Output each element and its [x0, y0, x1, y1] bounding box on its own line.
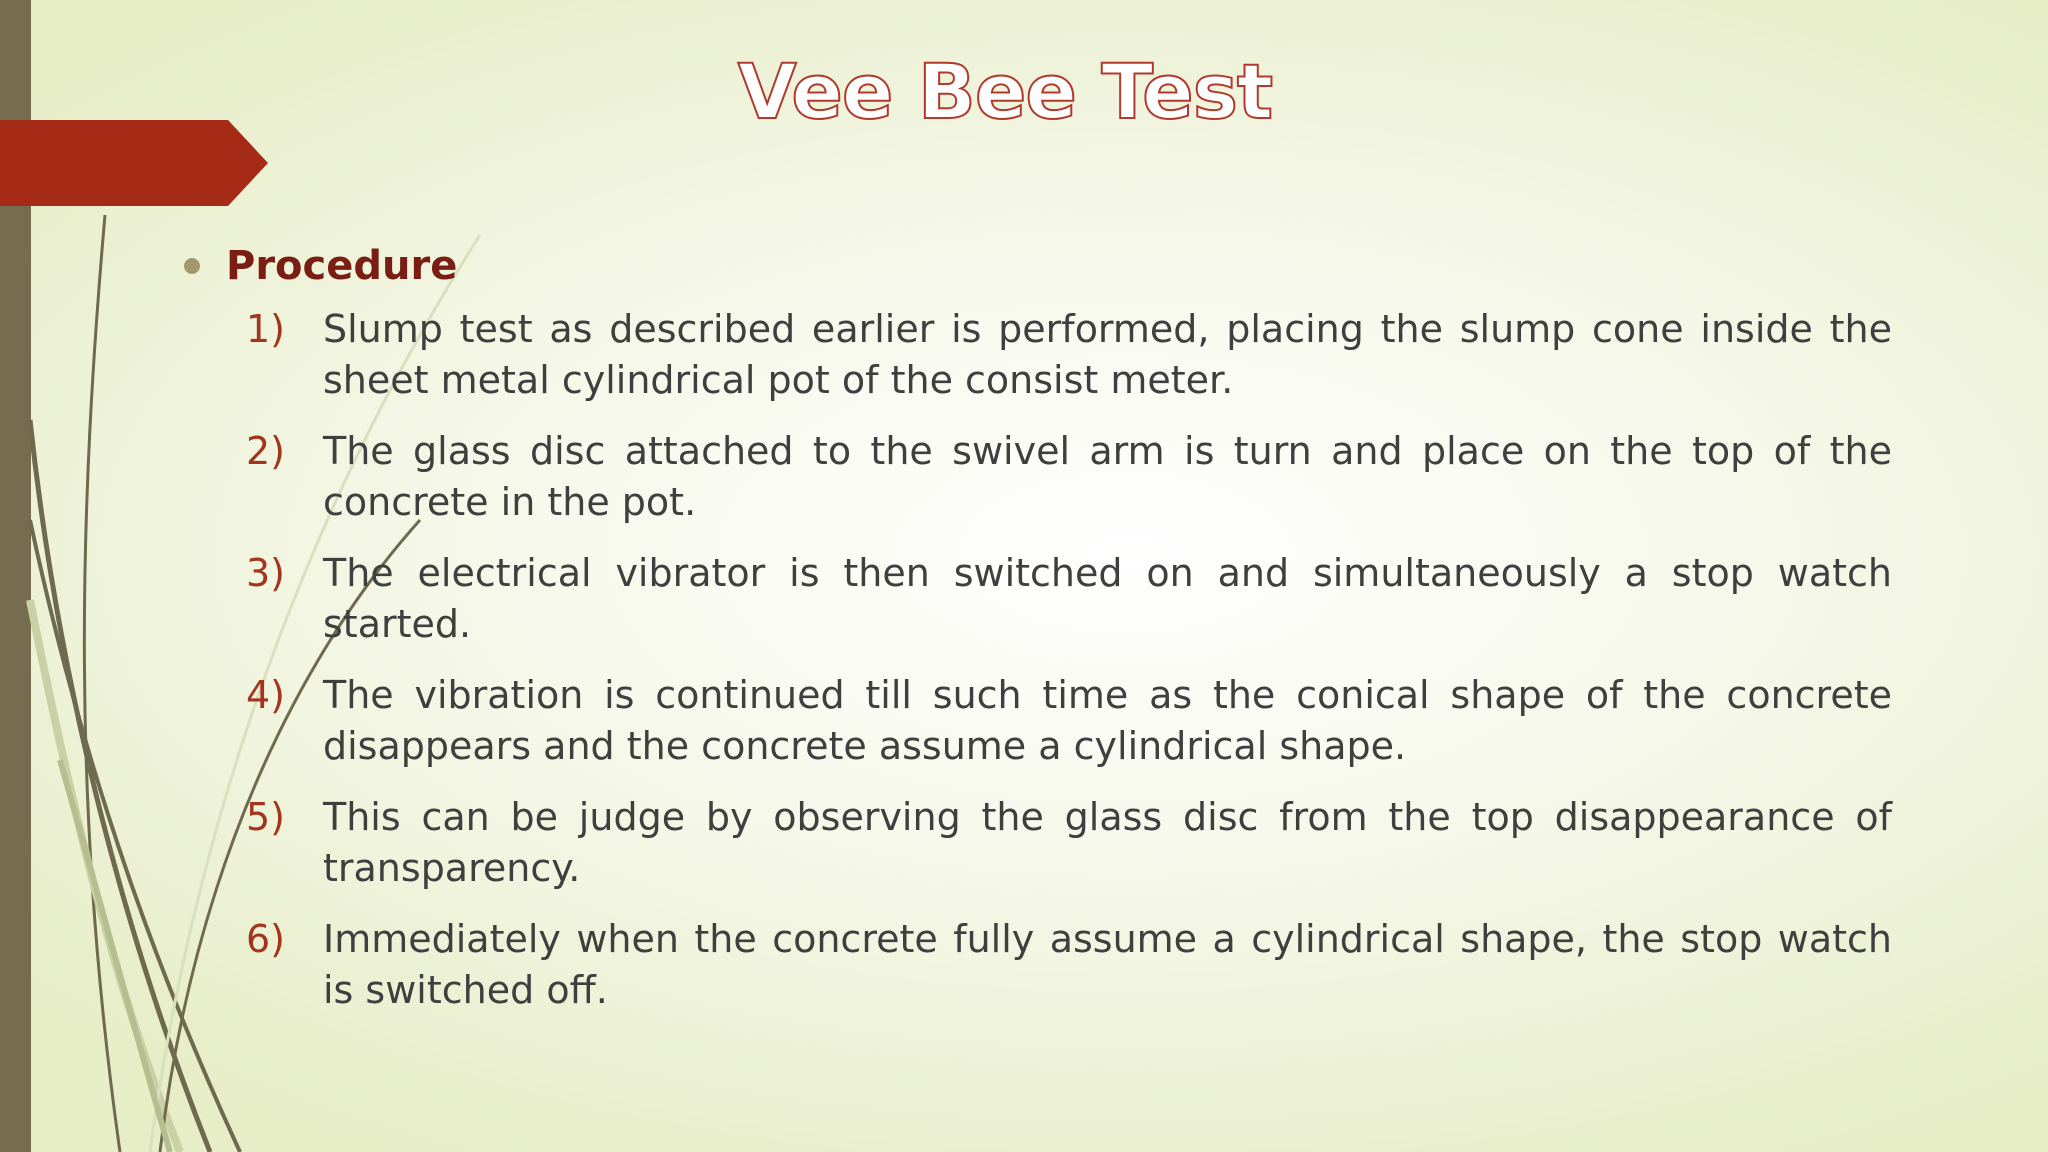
step-number: 5) — [246, 795, 286, 839]
procedure-heading-text: Procedure — [226, 243, 458, 289]
step-number: 6) — [246, 917, 286, 961]
step-text: The glass disc attached to the swivel arm is turn and place on the top of the concrete in the pot. — [323, 429, 1892, 524]
procedure-step-2 — [180, 426, 1892, 528]
step-text: The electrical vibrator is then switched on and simultaneously a stop watch started. — [323, 551, 1892, 646]
procedure-step-5 — [180, 792, 1892, 894]
step-number: 4) — [246, 673, 286, 717]
bullet-dot-icon — [184, 258, 200, 274]
step-number: 3) — [246, 551, 286, 595]
procedure-steps-list — [180, 304, 1892, 1016]
step-number: 2) — [246, 429, 286, 473]
procedure-heading — [180, 240, 1892, 292]
step-number: 1) — [246, 307, 286, 351]
procedure-step-6 — [180, 914, 1892, 1016]
step-text: Slump test as described earlier is performed, placing the slump cone inside the sheet metal cylindrical pot of the consist meter. — [323, 307, 1892, 402]
step-text: Immediately when the concrete fully assume a cylindrical shape, the stop watch is switched off. — [323, 917, 1892, 1012]
procedure-step-3 — [180, 548, 1892, 650]
step-text: The vibration is continued till such time as the conical shape of the concrete disappears and the concrete assume a cylindrical shape. — [323, 673, 1892, 768]
procedure-step-4 — [180, 670, 1892, 772]
slide-content — [180, 240, 1892, 1036]
procedure-step-1 — [180, 304, 1892, 406]
step-text: This can be judge by observing the glass disc from the top disappearance of transparency. — [323, 795, 1892, 890]
slide-title: Vee Bee Test — [737, 47, 1273, 136]
